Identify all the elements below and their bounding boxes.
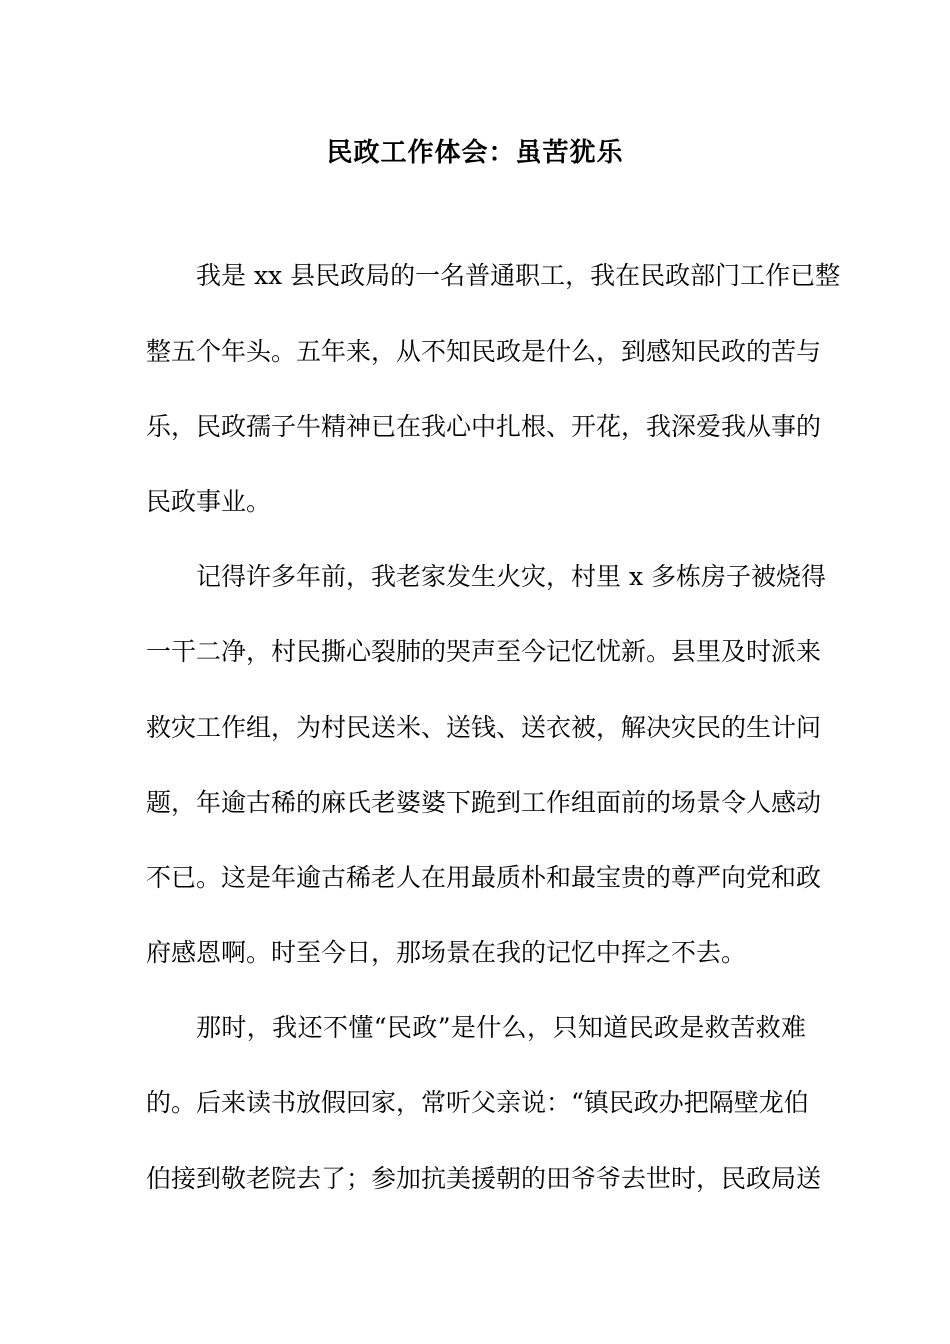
- paragraph-3-line-3: 伯接到敬老院去了；参加抗美援朝的田爷爷去世时，民政局送: [146, 1164, 822, 1193]
- paragraph-3-line-2: 的。后来读书放假回家，常听父亲说：“镇民政办把隔壁龙伯: [146, 1088, 809, 1117]
- paragraph-3-line-1: 那时，我还不懂“民政”是什么，只知道民政是救苦救难: [196, 1013, 806, 1042]
- paragraph-2-line-5: 不已。这是年逾古稀老人在用最质朴和最宝贵的尊严向党和政: [146, 863, 822, 892]
- document-title: 民政工作体会：虽苦犹乐: [326, 138, 624, 168]
- paragraph-2-line-2: 一干二净，村民撕心裂肺的哭声至今记忆忧新。县里及时派来: [146, 637, 822, 666]
- paragraph-2-line-4: 题，年逾古稀的麻氏老婆婆下跪到工作组面前的场景令人感动: [146, 788, 822, 817]
- paragraph-2-line-1: 记得许多年前，我老家发生火灾，村里 x 多栋房子被烧得: [196, 562, 826, 591]
- paragraph-1-line-1: 我是 xx 县民政局的一名普通职工，我在民政部门工作已整: [196, 261, 841, 290]
- paragraph-2-line-6: 府感恩啊。时至今日，那场景在我的记忆中挥之不去。: [146, 938, 747, 967]
- paragraph-2-line-3: 救灾工作组，为村民送米、送钱、送衣被，解决灾民的生计问: [146, 713, 822, 742]
- paragraph-1-line-2: 整五个年头。五年来，从不知民政是什么，到感知民政的苦与: [146, 337, 822, 366]
- paragraph-1-line-3: 乐，民政孺子牛精神已在我心中扎根、开花，我深爱我从事的: [146, 412, 822, 441]
- paragraph-1-line-4: 民政事业。: [146, 487, 272, 516]
